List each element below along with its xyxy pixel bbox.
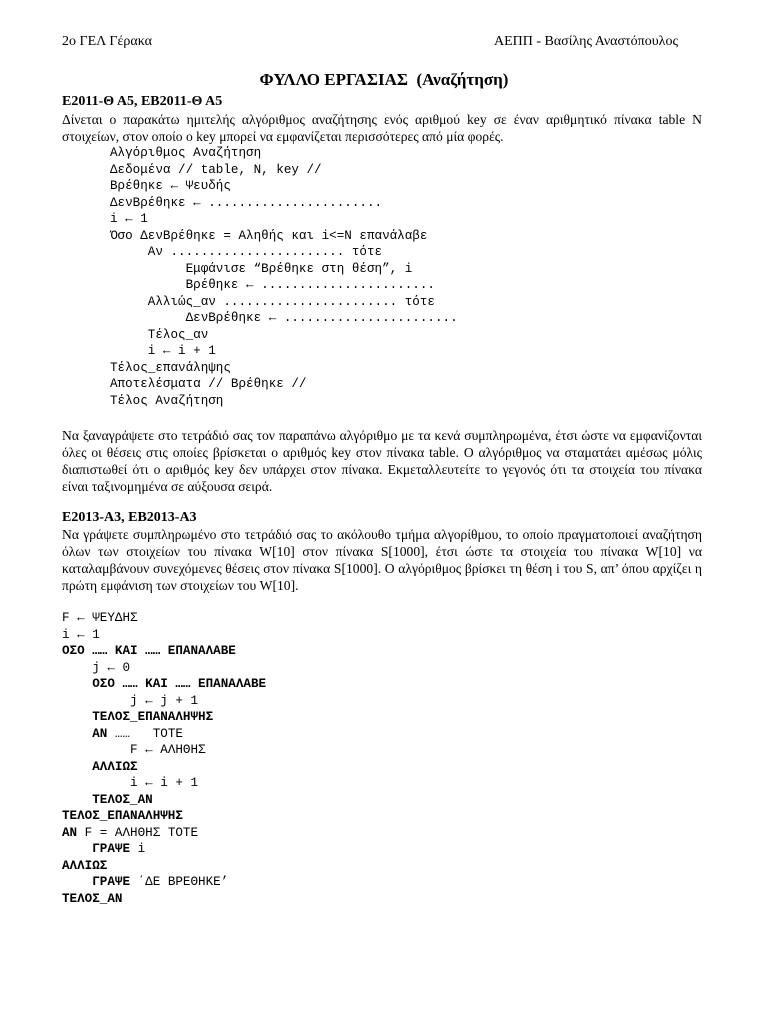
code-text: F = ΑΛΗΘΗΣ ΤΟΤΕ bbox=[77, 825, 199, 840]
code-line bbox=[62, 841, 266, 858]
code-keyword: ΑΝ bbox=[92, 726, 108, 741]
code-indent bbox=[62, 743, 130, 757]
code-indent bbox=[62, 727, 92, 741]
code-keyword: ΑΛΛΙΩΣ bbox=[62, 858, 108, 873]
code-line: Αποτελέσματα // Βρέθηκε // bbox=[110, 377, 307, 391]
code-indent bbox=[62, 842, 92, 856]
code-line bbox=[62, 693, 266, 710]
code-line: ΔενΒρέθηκε ← ....................... bbox=[110, 311, 458, 325]
code-indent bbox=[62, 661, 92, 675]
code-text: i ← i + 1 bbox=[130, 776, 199, 790]
section2-intro: Να γράψετε συμπληρωμένο στο τετράδιό σας το ακόλουθο τμήμα αλγορίθμου, το οποίο πραγματοποιεί αναζήτηση όλων των στοιχείων του πίνακα W[10] στον πίνακα S[1000], έτσι ώστε τα στοιχεία του πίνακα W[10] να καταλαμβάνουν συνεχόμενες θέσεις στον πίνακα S[1000]. Ο αλγόριθμος βρίσκει τη θέση i του S, απ’ όπου αρχίζει η πρώτη εμφάνιση των στοιχείων του W[10]. bbox=[62, 527, 702, 593]
header-school: 2ο ΓΕΛ Γέρακα bbox=[62, 34, 152, 49]
code-line: Τέλος_επανάληψης bbox=[110, 360, 231, 375]
code-indent bbox=[62, 677, 92, 691]
code-indent bbox=[62, 710, 92, 724]
code-line: Βρέθηκε ← Ψευδής bbox=[110, 179, 231, 193]
section1-code-block bbox=[110, 145, 458, 409]
code-line bbox=[62, 808, 266, 825]
code-line bbox=[62, 759, 266, 776]
code-line bbox=[62, 775, 266, 792]
page-title: ΦΥΛΛΟ ΕΡΓΑΣΙΑΣ (Αναζήτηση) bbox=[259, 70, 509, 89]
code-text: F ← ΨΕΥΔΗΣ bbox=[62, 611, 138, 625]
code-line: Τέλος Αναζήτηση bbox=[110, 393, 224, 408]
code-line bbox=[62, 726, 266, 743]
code-text: j ← j + 1 bbox=[130, 693, 199, 708]
code-text: F ← ΑΛΗΘΗΣ bbox=[130, 743, 206, 757]
code-text: …… ΤΟΤΕ bbox=[107, 726, 183, 741]
code-line: i ← i + 1 bbox=[110, 344, 216, 358]
code-keyword: ΟΣΟ …… ΚΑΙ …… ΕΠΑΝΑΛΑΒΕ bbox=[62, 644, 236, 658]
section1-heading: Ε2011-Θ Α5, ΕΒ2011-Θ Α5 bbox=[62, 94, 223, 109]
code-line bbox=[62, 643, 266, 660]
code-line bbox=[62, 825, 266, 842]
code-keyword: ΑΛΛΙΩΣ bbox=[92, 759, 138, 774]
section1-outro: Να ξαναγράψετε στο τετράδιό σας τον παραπάνω αλγόριθμο με τα κενά συμπληρωμένα, έτσι ώστε να εμφανίζονται όλες οι θέσεις στις οποίες βρίσκεται ο αριθμός key στον πίνακα table. Ο αλγόριθμος να σταματάει αμέσως μόλις διαπιστωθεί ότι ο αριθμός key δεν υπάρχει στον πίνακα. Εκμεταλλευτείτε το γεγονός ότι τα στοιχεία του πίνακα είναι ταξινομημένα σε αύξουσα σειρά. bbox=[62, 428, 702, 494]
code-keyword: ΟΣΟ …… ΚΑΙ …… ΕΠΑΝΑΛΑΒΕ bbox=[92, 677, 267, 691]
code-keyword: ΓΡΑΨΕ bbox=[92, 875, 131, 889]
code-line: i ← 1 bbox=[110, 212, 148, 226]
code-indent bbox=[62, 776, 130, 790]
code-keyword: ΤΕΛΟΣ_ΕΠΑΝΑΛΗΨΗΣ bbox=[92, 710, 214, 724]
code-indent bbox=[62, 793, 92, 807]
code-line: Αλγόριθμος Αναζήτηση bbox=[110, 146, 262, 160]
code-text: i bbox=[130, 842, 146, 856]
code-indent bbox=[62, 694, 130, 708]
code-line bbox=[62, 660, 266, 677]
code-line bbox=[62, 792, 266, 809]
code-line bbox=[62, 742, 266, 759]
code-text: ΄ΔΕ ΒΡΕΘΗΚΕ’ bbox=[130, 875, 229, 889]
code-line: ΔενΒρέθηκε ← ....................... bbox=[110, 195, 383, 210]
code-line bbox=[62, 874, 266, 891]
code-text: i ← 1 bbox=[62, 627, 100, 642]
code-text: j ← 0 bbox=[92, 660, 131, 675]
code-line bbox=[62, 610, 266, 627]
code-line bbox=[62, 627, 266, 644]
code-line: Τέλος_αν bbox=[110, 327, 209, 342]
code-keyword: ΤΕΛΟΣ_ΑΝ bbox=[92, 792, 153, 807]
section2-heading: Ε2013-Α3, ΕΒ2013-Α3 bbox=[62, 510, 197, 525]
code-indent bbox=[62, 760, 92, 774]
header-author: ΑΕΠΠ - Βασίλης Αναστόπουλος bbox=[493, 34, 678, 49]
code-line: Βρέθηκε ← ....................... bbox=[110, 278, 435, 292]
section2-code-block bbox=[62, 610, 266, 907]
code-line bbox=[62, 891, 266, 908]
code-line: Αλλιώς_αν ....................... τότε bbox=[110, 294, 435, 309]
code-keyword: ΤΕΛΟΣ_ΕΠΑΝΑΛΗΨΗΣ bbox=[62, 809, 183, 823]
code-line bbox=[62, 709, 266, 726]
code-keyword: ΓΡΑΨΕ bbox=[92, 842, 131, 856]
code-line: Όσο ΔενΒρέθηκε = Αληθής και i<=N επανάλαβε bbox=[110, 228, 428, 243]
code-line: Αν ....................... τότε bbox=[110, 245, 383, 259]
section1-intro: Δίνεται ο παρακάτω ημιτελής αλγόριθμος αναζήτησης ενός αριθμού key σε έναν αριθμητικό πίνακα table N στοιχείων, στον οποίο ο key μπορεί να εμφανίζεται περισσότερες από μία φορές. bbox=[62, 112, 702, 144]
code-line bbox=[62, 676, 266, 693]
code-line: Δεδομένα // table, N, key // bbox=[110, 162, 322, 177]
code-line bbox=[62, 858, 266, 875]
code-line: Εμφάνισε “Βρέθηκε στη θέση”, i bbox=[110, 261, 413, 276]
code-keyword: ΑΝ bbox=[62, 825, 78, 840]
code-indent bbox=[62, 875, 92, 889]
code-keyword: ΤΕΛΟΣ_ΑΝ bbox=[62, 891, 123, 906]
